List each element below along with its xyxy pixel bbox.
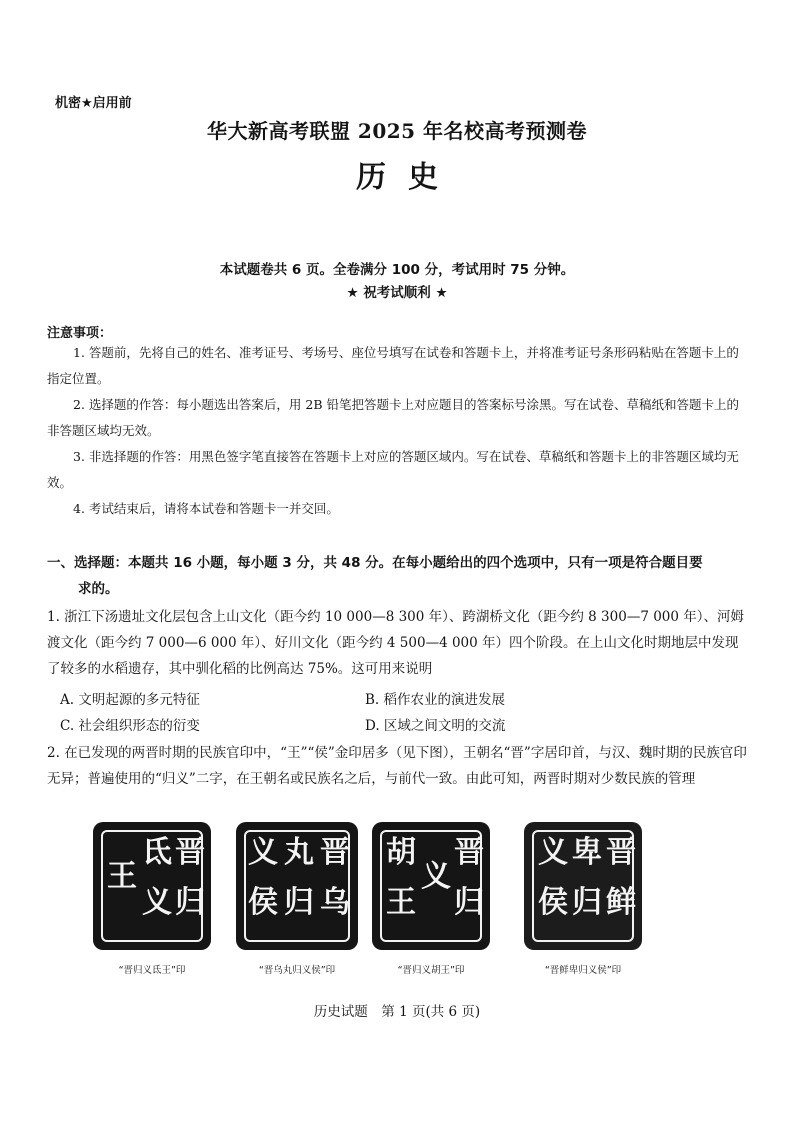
seal-image-3 — [372, 822, 490, 950]
seal-caption-1: “晋归义氐王”印 — [118, 965, 186, 976]
seal-glyph: 义 — [421, 859, 451, 894]
seal-glyph: 义 — [538, 835, 568, 870]
seal-glyph: 归 — [572, 885, 602, 920]
exam-title: 华大新高考联盟 2025 年名校高考预测卷 — [206, 119, 588, 143]
seal-glyph: 归 — [175, 885, 205, 920]
seal-image-2 — [236, 822, 358, 950]
seal-glyph: 归 — [284, 885, 314, 920]
seal-glyph: 乌 — [320, 885, 350, 920]
seal-glyph: 晋 — [606, 835, 636, 870]
notice-item-3: 3. 非选择题的作答：用黑色签字笔直接答在答题卡上对应的答题区域内。写在试卷、草稿纸和答题卡上的非答题区域均无效。 — [47, 449, 739, 490]
notice-heading: 注意事项： — [47, 326, 113, 341]
q1-option-c: C. 社会组织形态的衍变 — [60, 718, 200, 734]
seal-glyph: 卑 — [572, 835, 602, 870]
notice-item-2: 2. 选择题的作答：每小题选出答案后，用 2B 铅笔把答题卡上对应题目的答案标号涂黑。写在试卷、草稿纸和答题卡上的非答题区域均无效。 — [47, 397, 739, 438]
seal-glyph: 侯 — [248, 885, 278, 920]
seal-glyph: 丸 — [284, 835, 314, 870]
section-line-2: 求的。 — [78, 581, 119, 597]
q1-option-b: B. 稻作农业的演进发展 — [365, 692, 506, 708]
q1-option-d: D. 区域之间文明的交流 — [365, 718, 506, 734]
seal-glyph: 义 — [248, 835, 278, 870]
section-heading — [47, 550, 747, 602]
seal-image-4 — [524, 822, 642, 950]
notice-item-4: 4. 考试结束后，请将本试卷和答题卡一并交回。 — [73, 501, 339, 516]
confidential-label: 机密★启用前 — [55, 96, 132, 111]
seal-caption-4: “晋鲜卑归义侯”印 — [544, 965, 622, 976]
seal-glyph: 侯 — [538, 885, 568, 920]
question-1-stem: 1. 浙江下汤遗址文化层包含上山文化（距今约 10 000—8 300 年）、跨湖桥文化（距今约 8 300—7 000 年）、河姆渡文化（距今约 7 000—6 000 年）、好川文化（距今约 4 500—4 000 年）四个阶段。在上山文化时期地层中发现了较多的水稻遗存，其中驯化稻的比例高达 75%。这可用来说明 — [47, 609, 745, 677]
seal-glyph: 胡 — [386, 835, 416, 870]
section-line-1: 一、选择题：本题共 16 小题，每小题 3 分，共 48 分。在每小题给出的四个选项中，只有一项是符合题目要 — [47, 555, 703, 571]
seal-caption-2: “晋乌丸归义侯”印 — [258, 965, 336, 976]
good-luck-line: ★ 祝考试顺利 ★ — [346, 285, 448, 301]
question-2-stem: 2. 在已发现的两晋时期的民族官印中，“王”“侯”金印居多（见下图），王朝名“晋”字居印首，与汉、魏时期的民族官印无异；普遍使用的“归义”二字，在王朝名或民族名之后，与前代一致。由此可知，两晋时期对少数民族的管理 — [47, 745, 747, 787]
seal-glyph: 氐 — [142, 835, 172, 870]
seal-glyph: 晋 — [320, 835, 350, 870]
seal-image-1 — [93, 822, 211, 950]
seal-glyph: 归 — [454, 885, 484, 920]
seal-glyph: 义 — [142, 885, 172, 920]
exam-info-line: 本试题卷共 6 页。全卷满分 100 分，考试用时 75 分钟。 — [219, 262, 575, 278]
seal-glyph: 王 — [386, 885, 416, 920]
subject-title: 历史 — [356, 160, 460, 195]
page-footer: 历史试题 第 1 页(共 6 页) — [313, 1004, 481, 1020]
seal-glyph: 王 — [107, 859, 137, 894]
seal-caption-3: “晋归义胡王”印 — [397, 965, 465, 976]
seal-glyph: 晋 — [454, 835, 484, 870]
notice-item-1: 1. 答题前，先将自己的姓名、准考证号、考场号、座位号填写在试卷和答题卡上，并将准考证号条形码粘贴在答题卡上的指定位置。 — [47, 345, 739, 386]
seal-glyph: 晋 — [175, 835, 205, 870]
q1-option-a: A. 文明起源的多元特征 — [60, 692, 200, 708]
seal-glyph: 鲜 — [606, 885, 636, 920]
